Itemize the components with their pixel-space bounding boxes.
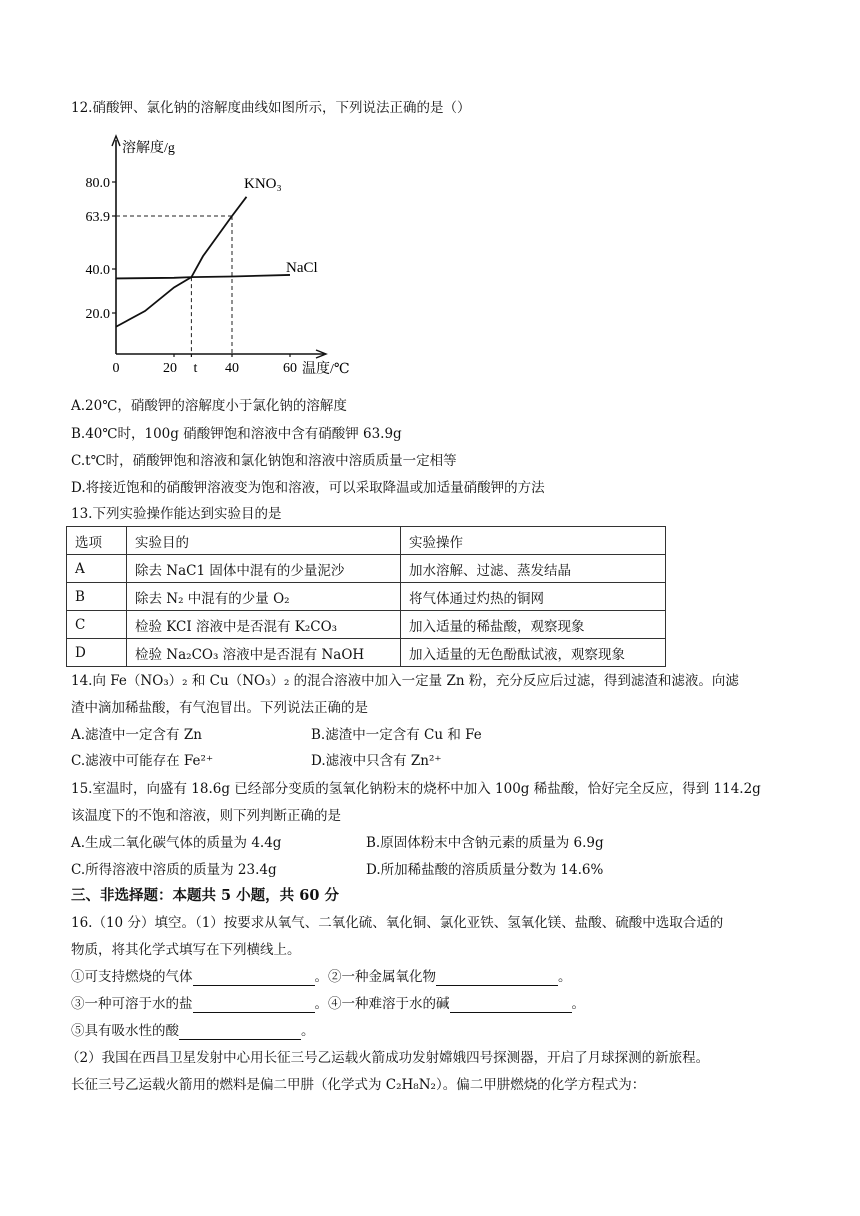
- cell-operation: 将气体通过灼热的铜网: [401, 583, 666, 611]
- q14-stem-line2: 渣中滴加稀盐酸，有气泡冒出。下列说法正确的是: [71, 700, 368, 716]
- q16-part2-line1: （2）我国在西昌卫星发射中心用长征三号乙运载火箭成功发射嫦娥四号探测器，开启了月球探测的新旅程。: [66, 1050, 710, 1066]
- section-heading: 三、非选择题：本题共 5 小题，共 60 分: [71, 887, 339, 904]
- table-row: [67, 555, 666, 583]
- table-row: [67, 639, 666, 667]
- y-tick-label: 40.0: [85, 263, 110, 278]
- nacl-curve: [116, 275, 290, 279]
- q15-option-a: A.生成二氧化碳气体的质量为 4.4g: [71, 835, 282, 851]
- nacl-series-label: NaCl: [286, 260, 318, 276]
- cell-operation: 加入适量的稀盐酸，观察现象: [401, 611, 666, 639]
- q12-option-b: B.40℃时，100g 硝酸钾饱和溶液中含有硝酸钾 63.9g: [71, 426, 402, 442]
- q14-option-d: D.滤液中只含有 Zn²⁺: [311, 753, 442, 769]
- answer-blank-4[interactable]: [450, 998, 572, 1013]
- answer-blank-1[interactable]: [193, 971, 315, 986]
- answer-blank-3[interactable]: [193, 998, 315, 1013]
- solubility-chart: [76, 126, 376, 382]
- q12-option-d: D.将接近饱和的硝酸钾溶液变为饱和溶液，可以采取降温或加适量硝酸钾的方法: [71, 480, 545, 496]
- q13-stem: 13.下列实验操作能达到实验目的是: [71, 506, 282, 522]
- cell-purpose: 检验 KCI 溶液中是否混有 K₂CO₃: [127, 611, 401, 639]
- q16-blank-row-1: [71, 968, 572, 986]
- x-tick-label: 20: [163, 361, 177, 376]
- x-tick-label: 60: [283, 361, 297, 376]
- q14-stem-line1: 14.向 Fe（NO₃）₂ 和 Cu（NO₃）₂ 的混合溶液中加入一定量 Zn 粉，充分反应后过滤，得到滤渣和滤液。向滤: [71, 673, 739, 689]
- y-axis-label: 溶解度/g: [122, 141, 175, 156]
- q16-item-5-label: ⑤具有吸水性的酸: [71, 1023, 179, 1039]
- cell-option: B: [67, 583, 127, 611]
- q15-option-c: C.所得溶液中溶质的质量为 23.4g: [71, 862, 277, 878]
- q14-option-a: A.滤渣中一定含有 Zn: [71, 727, 202, 743]
- q16-item-4-label: 。④一种难溶于水的碱: [314, 996, 450, 1012]
- table-header-row: [67, 527, 666, 555]
- answer-blank-5[interactable]: [179, 1025, 301, 1040]
- x-axis-label: 温度/℃: [302, 362, 350, 377]
- q16-stem-line1: 16.（10 分）填空。（1）按要求从氧气、二氧化硫、氧化铜、氯化亚铁、氢氧化镁、盐酸、硫酸中选取合适的: [71, 915, 724, 931]
- table-row: [67, 583, 666, 611]
- q16-stem-line2: 物质，将其化学式填写在下列横线上。: [71, 942, 301, 958]
- cell-purpose: 除去 N₂ 中混有的少量 O₂: [127, 583, 401, 611]
- q16-part2-line2: 长征三号乙运载火箭用的燃料是偏二甲肼（化学式为 C₂H₈N₂）。偏二甲肼燃烧的化学方程式为：: [71, 1077, 646, 1093]
- q16-blank-row-2: [71, 995, 585, 1013]
- q14-option-c: C.滤液中可能存在 Fe²⁺: [71, 753, 214, 769]
- answer-blank-2[interactable]: [436, 971, 558, 986]
- y-tick-label: 63.9: [85, 210, 110, 225]
- q16-item-2-label: 。②一种金属氧化物: [314, 969, 436, 985]
- q16-period: 。: [301, 1023, 315, 1039]
- cell-operation: 加水溶解、过滤、蒸发结晶: [401, 555, 666, 583]
- q12-stem: 12.硝酸钾、氯化钠的溶解度曲线如图所示，下列说法正确的是（）: [71, 100, 471, 116]
- kno3-series-label: KNO₃: [244, 176, 282, 192]
- q16-item-3-label: ③一种可溶于水的盐: [71, 996, 193, 1012]
- q16-period: 。: [558, 969, 572, 985]
- q15-stem-line1: 15.室温时，向盛有 18.6g 已经部分变质的氢氧化钠粉末的烧杯中加入 100g 稀盐酸，恰好完全反应，得到 114.2g: [71, 781, 761, 797]
- header-purpose: 实验目的: [127, 527, 401, 555]
- y-tick-label: 80.0: [85, 176, 110, 191]
- experiment-table: [66, 526, 666, 667]
- cell-purpose: 除去 NaC1 固体中混有的少量泥沙: [127, 555, 401, 583]
- x-tick-label: 40: [225, 361, 239, 376]
- cell-option: A: [67, 555, 127, 583]
- header-operation: 实验操作: [401, 527, 666, 555]
- x-tick-label: 0: [112, 361, 120, 376]
- q15-stem-line2: 该温度下的不饱和溶液，则下列判断正确的是: [71, 808, 341, 824]
- y-tick-label: 20.0: [85, 307, 110, 322]
- cell-option: D: [67, 639, 127, 667]
- q15-option-b: B.原固体粉末中含钠元素的质量为 6.9g: [366, 835, 604, 851]
- q16-blank-row-3: [71, 1022, 315, 1040]
- q16-item-1-label: ①可支持燃烧的气体: [71, 969, 193, 985]
- cell-operation: 加入适量的无色酚酞试液，观察现象: [401, 639, 666, 667]
- header-option: 选项: [67, 527, 127, 555]
- q16-period: 。: [571, 996, 585, 1012]
- table-row: [67, 611, 666, 639]
- q14-option-b: B.滤渣中一定含有 Cu 和 Fe: [311, 727, 482, 743]
- cell-purpose: 检验 Na₂CO₃ 溶液中是否混有 NaOH: [127, 639, 401, 667]
- cell-option: C: [67, 611, 127, 639]
- x-tick-label: t: [193, 361, 198, 376]
- q15-option-d: D.所加稀盐酸的溶质质量分数为 14.6%: [366, 862, 604, 878]
- q12-option-c: C.t℃时，硝酸钾饱和溶液和氯化钠饱和溶液中溶质质量一定相等: [71, 453, 457, 469]
- q12-option-a: A.20℃，硝酸钾的溶解度小于氯化钠的溶解度: [71, 398, 347, 414]
